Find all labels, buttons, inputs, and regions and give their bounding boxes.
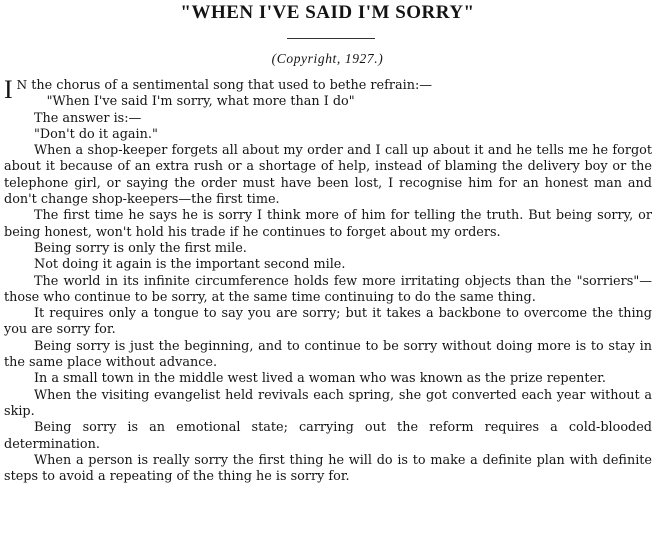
paragraph-12: In a small town in the middle west lived a woman who was known as the prize repenter. [34,371,606,387]
drop-cap-rest: N [16,78,28,92]
paragraph-6: The first time he says he is sorry I think more of him for telling the truth. But being sorry, or being honest, won't hold his trade if he continues to forget about my orders. [4,208,652,240]
paragraph-11: Being sorry is just the beginning, and to continue to be sorry without doing more is to stay in the same place without advance. [4,338,652,371]
paragraph-4: "Don't do it again." [34,126,158,142]
paragraph-15: When a person is really sorry the first thing he will do is to make a definite plan with definite steps to avoid a repeating of the thing he is sorry for. [4,452,652,485]
paragraph-3: The answer is:— [34,110,142,126]
copyright-line: (Copyright, 1927.) [271,51,384,66]
drop-cap: I [4,75,13,104]
paragraph-9: The world in its infinite circumference holds few more irritating objects than the "sorriers"—those who continue to be sorry, at the same time continuing to do the same thing. [4,273,652,305]
article-body [4,77,652,485]
paragraph-2: "When I've said I'm sorry, what more than I do" [46,94,355,110]
paragraph-14: Being sorry is an emotional state; carrying out the reform requires a cold-blooded determination. [4,420,652,452]
paragraph-13: When the visiting evangelist held revivals each spring, she got converted each year without a skip. [4,387,652,419]
paragraph-8: Not doing it again is the important second mile. [34,257,346,273]
headline-divider [287,38,375,39]
paragraph-7: Being sorry is only the first mile. [34,240,247,256]
article-headline: "WHEN I'VE SAID I'M SORRY" [180,2,475,23]
paragraph-10: It requires only a tongue to say you are sorry; but it takes a backbone to overcome the thing you are sorry for. [4,306,652,338]
paragraph-1-text: the chorus of a sentimental song that used to bethe refrain:— [31,78,433,93]
paragraph-5: When a shop-keeper forgets all about my order and I call up about it and he tells me he forgot about it because of an extra rush or a shortage of help, instead of blaming the delivery boy or the telephone girl, or saying the order must have been lost, I recognise him for an honest man and don't change shop-keepers—the first time. [4,143,652,208]
